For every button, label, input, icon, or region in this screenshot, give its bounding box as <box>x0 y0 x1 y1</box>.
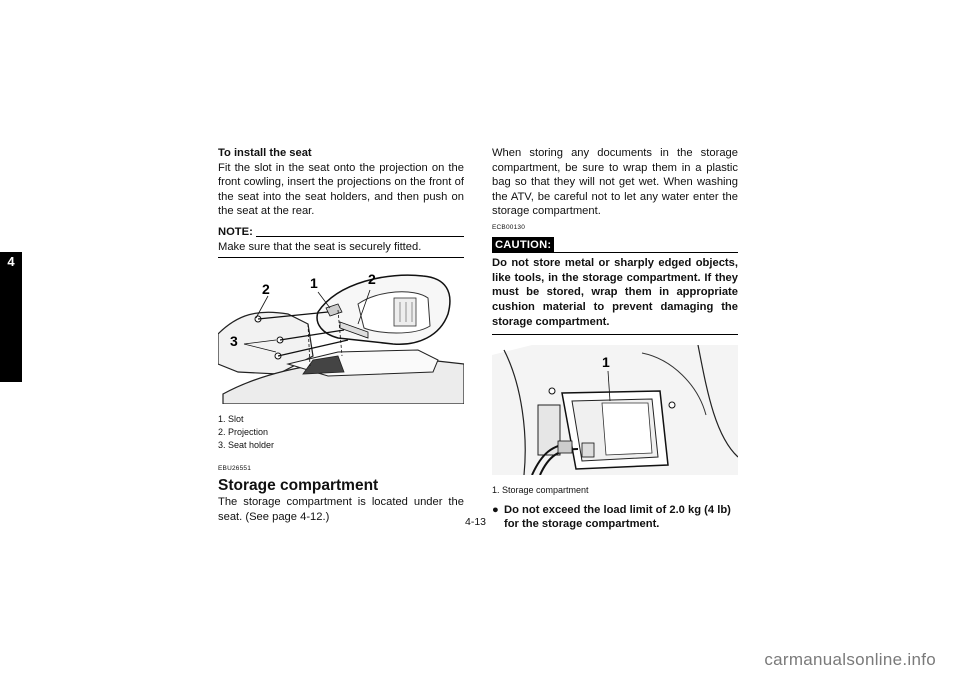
seat-figure <box>218 264 464 404</box>
subheading-install-seat: To install the seat <box>218 147 312 159</box>
callout-projection-right: 2 <box>368 271 376 288</box>
load-limit-bullet <box>492 503 738 532</box>
caution-label: CAUTION: <box>492 237 554 254</box>
right-column <box>492 146 738 532</box>
callout-projection-left: 2 <box>262 281 270 298</box>
note-text: Make sure that the seat is securely fitted. <box>218 240 422 253</box>
caution-rule <box>554 252 738 253</box>
section-title: Storage compartment <box>218 477 379 495</box>
note-rule <box>256 236 464 237</box>
bullet-text: Do not exceed the load limit of 2.0 kg (4 lb) for the storage compartment. <box>504 503 731 531</box>
note-header <box>218 225 464 240</box>
seat-figure-legend <box>218 413 464 452</box>
callout-storage-compartment: 1 <box>602 354 610 371</box>
legend-item: 1. Storage compartment <box>492 484 589 495</box>
install-instructions: Fit the slot in the seat onto the projection on the front cowling, insert the projections on the front of the seat into the seat holders, and then push on the seat at the rear. <box>218 161 464 218</box>
caution-text: Do not store metal or sharply edged objects, like tools, in the storage compartment. If they must be stored, wrap them in appropriate cushion material to prevent damaging the storage compartment. <box>492 257 738 328</box>
left-column <box>218 146 464 525</box>
caution-end-rule <box>492 334 738 335</box>
callout-slot: 1 <box>310 275 318 292</box>
chapter-number: 4 <box>7 254 15 269</box>
note-end-rule <box>218 257 464 258</box>
storage-intro: When storing any documents in the storage compartment, be sure to wrap them in a plastic bag so that they will not get wet. When washing the ATV, be careful not to let any water enter the storage compartment. <box>492 147 738 218</box>
storage-figure-legend <box>492 484 738 497</box>
legend-item: 2. Projection <box>218 426 269 437</box>
note-label: NOTE: <box>218 225 253 238</box>
section-text: The storage compartment is located under the seat. (See page 4-12.) <box>218 496 464 523</box>
storage-figure <box>492 345 738 475</box>
watermark: carmanualsonline.info <box>764 650 936 669</box>
section-code: EBU26551 <box>218 464 252 472</box>
page-number: 4-13 <box>465 516 487 528</box>
legend-item: 1. Slot <box>218 413 244 424</box>
caution-code: ECB00130 <box>492 223 526 231</box>
legend-item: 3. Seat holder <box>218 439 275 450</box>
bullet-dot-icon: ● <box>492 503 499 516</box>
chapter-tab <box>0 252 22 382</box>
callout-seat-holder: 3 <box>230 333 238 350</box>
caution-header <box>492 237 738 254</box>
